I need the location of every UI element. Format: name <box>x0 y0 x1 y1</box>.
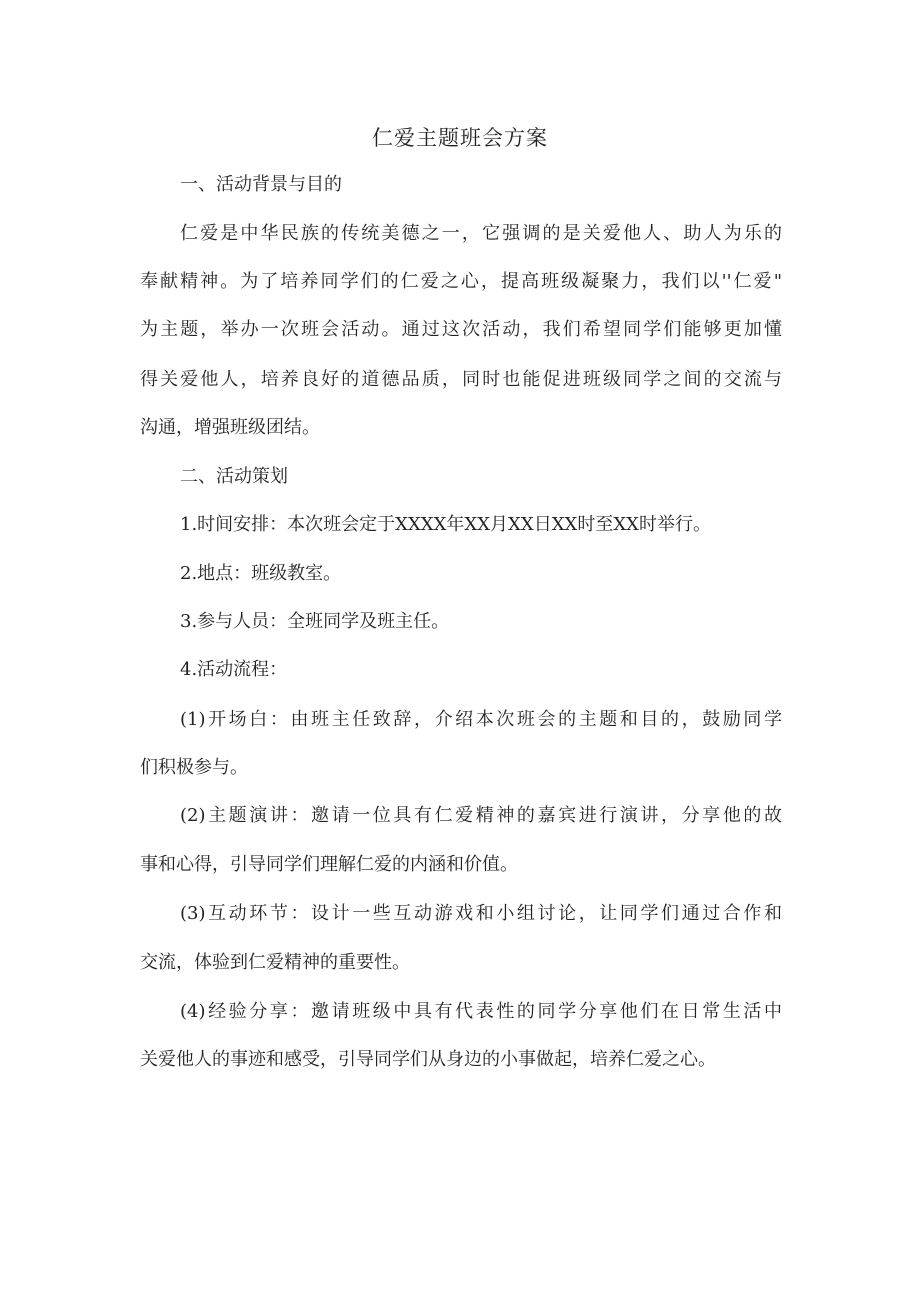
flow-item-line: (4)经验分享：邀请班级中具有代表性的同学分享他们在日常生活中 <box>180 1001 782 1022</box>
section-heading-background: 一、活动背景与目的 <box>180 174 342 195</box>
plan-item-time: 1.时间安排：本次班会定于XXXX年XX月XX日XX时至XX时举行。 <box>180 514 711 535</box>
flow-item-line: (1)开场白：由班主任致辞，介绍本次班会的主题和目的，鼓励同学 <box>180 709 782 730</box>
paragraph-line: 沟通，增强班级团结。 <box>140 417 320 438</box>
flow-item-line: 交流，体验到仁爱精神的重要性。 <box>140 952 410 973</box>
document-title: 仁爱主题班会方案 <box>372 126 548 150</box>
paragraph-line: 得关爱他人，培养良好的道德品质，同时也能促进班级同学之间的交流与 <box>140 369 782 390</box>
plan-item-location: 2.地点：班级教室。 <box>180 563 342 584</box>
plan-item-participants: 3.参与人员：全班同学及班主任。 <box>180 611 450 632</box>
paragraph-line: 为主题，举办一次班会活动。通过这次活动，我们希望同学们能够更加懂 <box>140 319 782 340</box>
paragraph-line: 仁爱是中华民族的传统美德之一，它强调的是关爱他人、助人为乐的 <box>180 223 782 244</box>
flow-item-line: (3)互动环节：设计一些互动游戏和小组讨论，让同学们通过合作和 <box>180 903 782 924</box>
flow-item-line: 关爱他人的事迹和感受，引导同学们从身边的小事做起，培养仁爱之心。 <box>140 1049 716 1070</box>
flow-item-line: 事和心得，引导同学们理解仁爱的内涵和价值。 <box>140 854 518 875</box>
flow-item-line: 们积极参与。 <box>140 757 248 778</box>
flow-item-line: (2)主题演讲：邀请一位具有仁爱精神的嘉宾进行演讲，分享他的故 <box>180 805 782 826</box>
paragraph-line: 奉献精神。为了培养同学们的仁爱之心，提高班级凝聚力，我们以''仁爱" <box>140 271 782 292</box>
section-heading-plan: 二、活动策划 <box>180 466 288 487</box>
plan-item-flow: 4.活动流程： <box>180 659 288 680</box>
